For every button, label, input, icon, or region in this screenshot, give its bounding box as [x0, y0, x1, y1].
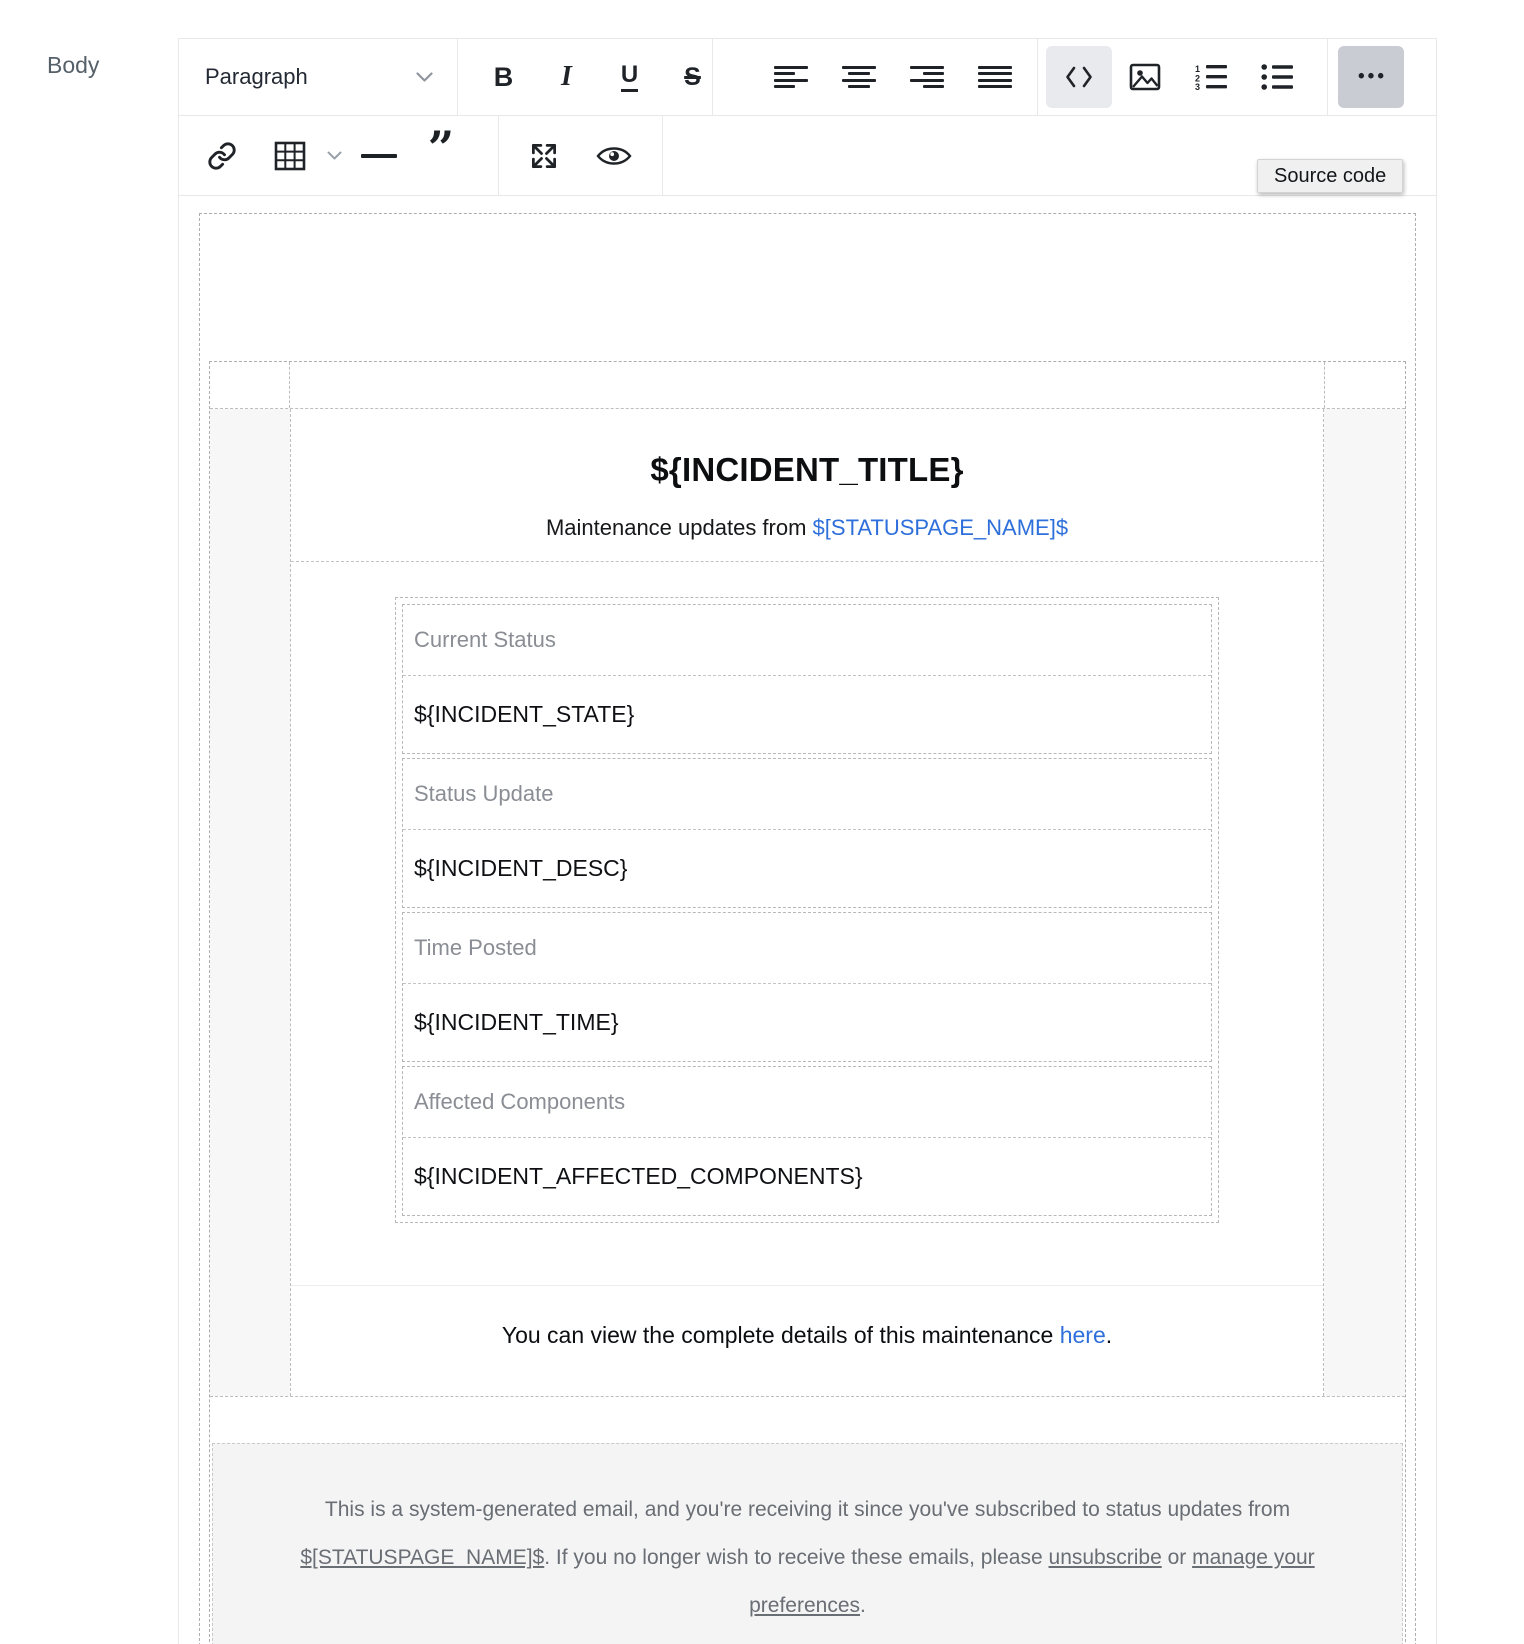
incident-title: ${INCIDENT_TITLE} — [650, 451, 964, 488]
fullscreen-button[interactable] — [509, 125, 579, 187]
footer-statuspage-link[interactable]: $[STATUSPAGE_NAME]$ — [300, 1546, 545, 1569]
field-label: Current Status — [403, 605, 1211, 676]
align-right-button[interactable] — [893, 46, 961, 108]
view-details-text: You can view the complete details of this maintenance — [501, 1322, 1060, 1348]
align-justify-button[interactable] — [961, 46, 1029, 108]
unsubscribe-link[interactable]: unsubscribe — [1048, 1546, 1162, 1569]
insert-image-button[interactable] — [1112, 46, 1178, 108]
align-center-icon — [842, 66, 876, 89]
align-left-icon — [774, 66, 808, 89]
statuspage-name-link[interactable]: $[STATUSPAGE_NAME]$ — [812, 515, 1069, 540]
bullet-list-button[interactable] — [1244, 46, 1310, 108]
spacer-row — [210, 362, 1405, 409]
align-left-button[interactable] — [757, 46, 825, 108]
spacer-cell-middle — [290, 362, 1324, 408]
insert-table-button[interactable] — [253, 141, 327, 171]
field-group-time-posted — [402, 912, 1212, 1062]
field-value: ${INCIDENT_AFFECTED_COMPONENTS} — [414, 1163, 863, 1189]
toolbar-overflow-cell — [1328, 39, 1436, 116]
link-icon — [207, 141, 237, 171]
paragraph-format-dropdown[interactable] — [179, 39, 458, 116]
insert-group-2 — [179, 116, 499, 196]
field-label: Time Posted — [403, 913, 1211, 984]
field-group-current-status — [402, 604, 1212, 754]
incident-fields-table — [395, 597, 1219, 1223]
more-options-button[interactable] — [1338, 46, 1404, 108]
rich-text-editor — [178, 38, 1437, 1644]
spacer-below-card — [210, 1397, 1405, 1443]
bold-button[interactable] — [472, 46, 535, 108]
footer-seg1: This is a system-generated email, and you're receiving it since you've subscribed to status updates from — [324, 1498, 1291, 1521]
strikethrough-icon: S — [684, 62, 701, 91]
toolbar-row-1 — [179, 39, 1436, 116]
horizontal-rule-button[interactable] — [348, 125, 410, 187]
field-label: Status Update — [403, 759, 1211, 830]
spacer-cell-left — [210, 362, 290, 408]
eye-icon — [596, 144, 632, 168]
footer-seg4: . — [860, 1594, 866, 1617]
preview-button[interactable] — [579, 125, 649, 187]
image-icon — [1129, 63, 1161, 91]
source-code-icon — [1065, 66, 1093, 88]
paragraph-format-label: Paragraph — [205, 64, 308, 89]
italic-button[interactable] — [535, 46, 598, 108]
source-code-button[interactable] — [1046, 46, 1112, 108]
align-center-button[interactable] — [825, 46, 893, 108]
field-group-status-update — [402, 758, 1212, 908]
email-header-cell — [200, 214, 1415, 361]
table-icon — [274, 141, 306, 171]
field-label: Affected Components — [403, 1067, 1211, 1138]
manage-preferences-link[interactable]: manage your preferences — [749, 1546, 1315, 1617]
insert-group — [1038, 39, 1328, 116]
alignment-group — [713, 39, 1038, 116]
underline-button[interactable] — [598, 46, 661, 108]
source-code-tooltip: Source code — [1257, 159, 1403, 193]
toolbar-row-2 — [179, 116, 1436, 196]
table-chevron-down-icon[interactable] — [327, 151, 342, 161]
field-group-affected-components — [402, 1066, 1212, 1216]
email-main-row — [210, 409, 1405, 1397]
email-outer-table — [199, 213, 1416, 1644]
view-details-link[interactable]: here — [1059, 1322, 1106, 1348]
align-right-icon — [910, 66, 944, 89]
view-details-row — [291, 1286, 1323, 1396]
email-card — [290, 409, 1324, 1396]
svg-text:2: 2 — [1195, 73, 1201, 84]
blockquote-icon: ” — [427, 120, 455, 175]
numbered-list-icon — [1195, 64, 1227, 90]
field-value: ${INCIDENT_TIME} — [414, 1009, 619, 1035]
view-details-period: . — [1105, 1322, 1113, 1348]
align-justify-icon — [978, 66, 1012, 89]
blockquote-button[interactable] — [410, 120, 472, 187]
ellipsis-icon: ••• — [1358, 66, 1387, 87]
chevron-down-icon — [416, 72, 433, 83]
editor-content[interactable] — [179, 196, 1436, 1644]
email-margin-left — [210, 409, 290, 1396]
horizontal-rule-icon — [361, 154, 397, 158]
spacer-cell-right — [1324, 362, 1405, 408]
bullet-list-icon — [1261, 64, 1293, 90]
svg-text:1: 1 — [1195, 64, 1201, 74]
insert-link-button[interactable] — [191, 125, 253, 187]
email-footer — [212, 1443, 1403, 1644]
fullscreen-icon — [529, 141, 559, 171]
email-subtitle — [291, 515, 1323, 541]
email-inner-table — [209, 361, 1406, 1644]
italic-icon: I — [561, 61, 572, 92]
footer-seg2: . If you no longer wish to receive these emails, please — [544, 1546, 1049, 1569]
footer-seg3: or — [1161, 1546, 1193, 1569]
bold-icon: B — [493, 61, 514, 92]
footer-text — [253, 1486, 1363, 1630]
text-format-group — [458, 39, 713, 116]
subtitle-text: Maintenance updates from — [545, 515, 813, 540]
field-value: ${INCIDENT_STATE} — [414, 701, 635, 727]
email-title-block — [291, 409, 1323, 562]
email-margin-right — [1324, 409, 1405, 1396]
body-field-label: Body — [47, 52, 100, 78]
underline-icon: U — [621, 63, 638, 92]
numbered-list-button[interactable] — [1178, 46, 1244, 108]
svg-text:3: 3 — [1195, 82, 1201, 90]
field-value: ${INCIDENT_DESC} — [414, 855, 628, 881]
view-group — [499, 116, 663, 196]
